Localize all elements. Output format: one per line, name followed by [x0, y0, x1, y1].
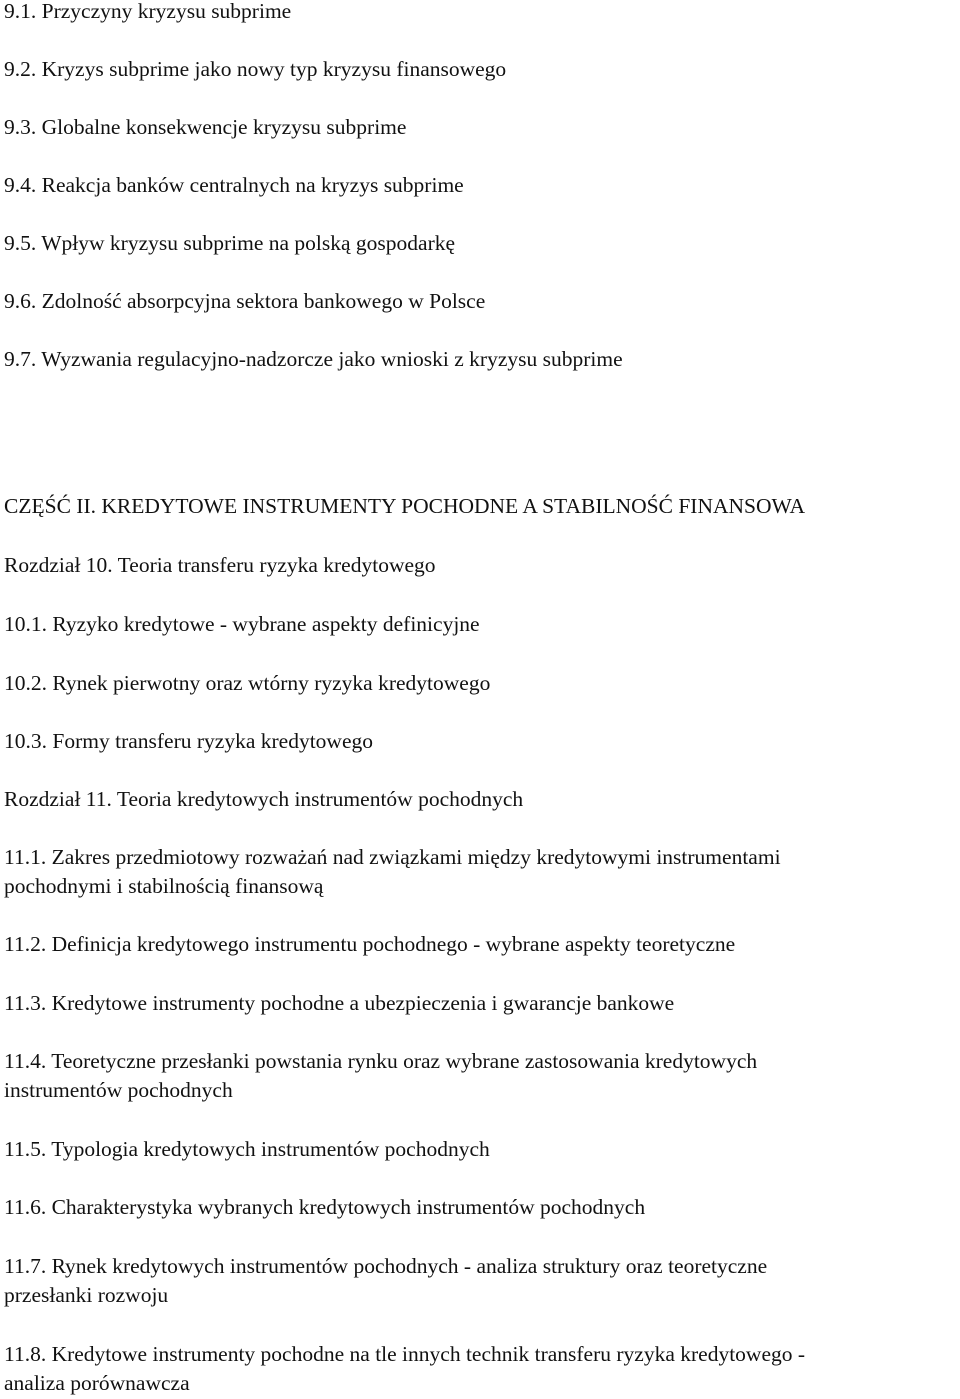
toc-entry-11-4-line-2: instrumentów pochodnych — [4, 1078, 233, 1102]
toc-entry-11-4-line-1: 11.4. Teoretyczne przesłanki powstania rynku oraz wybrane zastosowania kredytowych — [4, 1049, 758, 1073]
part-title: CZĘŚĆ II. KREDYTOWE INSTRUMENTY POCHODNE A STABILNOŚĆ FINANSOWA — [4, 494, 805, 518]
toc-entry-9-2: 9.2. Kryzys subprime jako nowy typ kryzysu finansowego — [4, 57, 507, 81]
toc-entry-11-6-line-1: 11.6. Charakterystyka wybranych kredytowych instrumentów pochodnych — [4, 1195, 646, 1219]
toc-entry-11-1-line-1: 11.1. Zakres przedmiotowy rozważań nad związkami między kredytowymi instrumentami — [4, 845, 781, 869]
toc-entry-11-6 — [4, 1193, 954, 1222]
toc-entry-11-7-line-1: 11.7. Rynek kredytowych instrumentów pochodnych - analiza struktury oraz teoretyczne — [4, 1254, 768, 1278]
toc-entry-11-7 — [4, 1252, 954, 1310]
toc-entry-10-3: 10.3. Formy transferu ryzyka kredytowego — [4, 729, 373, 753]
toc-entry-11-8-line-1: 11.8. Kredytowe instrumenty pochodne na tle innych technik transferu ryzyka kredytowego - — [4, 1342, 806, 1366]
toc-entry-11-2-line-1: 11.2. Definicja kredytowego instrumentu pochodnego - wybrane aspekty teoretyczne — [4, 932, 736, 956]
toc-entry-11-8 — [4, 1340, 954, 1398]
chapter-11-title: Rozdział 11. Teoria kredytowych instrumentów pochodnych — [4, 787, 524, 811]
toc-entry-9-3: 9.3. Globalne konsekwencje kryzysu subprime — [4, 115, 407, 139]
toc-entry-11-5-line-1: 11.5. Typologia kredytowych instrumentów pochodnych — [4, 1137, 490, 1161]
toc-entry-9-6: 9.6. Zdolność absorpcyjna sektora bankowego w Polsce — [4, 289, 486, 313]
toc-entry-11-8-line-2: analiza porównawcza — [4, 1371, 190, 1395]
toc-entry-9-5: 9.5. Wpływ kryzysu subprime na polską gospodarkę — [4, 231, 456, 255]
toc-entry-9-1: 9.1. Przyczyny kryzysu subprime — [4, 0, 292, 23]
toc-entry-11-4 — [4, 1047, 954, 1105]
toc-entry-10-1: 10.1. Ryzyko kredytowe - wybrane aspekty definicyjne — [4, 612, 480, 636]
toc-entry-11-1-line-2: pochodnymi i stabilnością finansową — [4, 874, 324, 898]
toc-entry-11-3-line-1: 11.3. Kredytowe instrumenty pochodne a ubezpieczenia i gwarancje bankowe — [4, 991, 675, 1015]
toc-entry-10-2: 10.2. Rynek pierwotny oraz wtórny ryzyka kredytowego — [4, 671, 491, 695]
toc-entry-11-2 — [4, 930, 954, 959]
toc-entry-9-7: 9.7. Wyzwania regulacyjno-nadzorcze jako wnioski z kryzysu subprime — [4, 347, 623, 371]
toc-entry-11-3 — [4, 989, 954, 1018]
toc-entry-11-1 — [4, 843, 954, 901]
toc-entry-9-4: 9.4. Reakcja banków centralnych na kryzys subprime — [4, 173, 464, 197]
chapter-10-title: Rozdział 10. Teoria transferu ryzyka kredytowego — [4, 553, 436, 577]
toc-entry-11-7-line-2: przesłanki rozwoju — [4, 1283, 169, 1307]
toc-entry-11-5 — [4, 1135, 954, 1164]
